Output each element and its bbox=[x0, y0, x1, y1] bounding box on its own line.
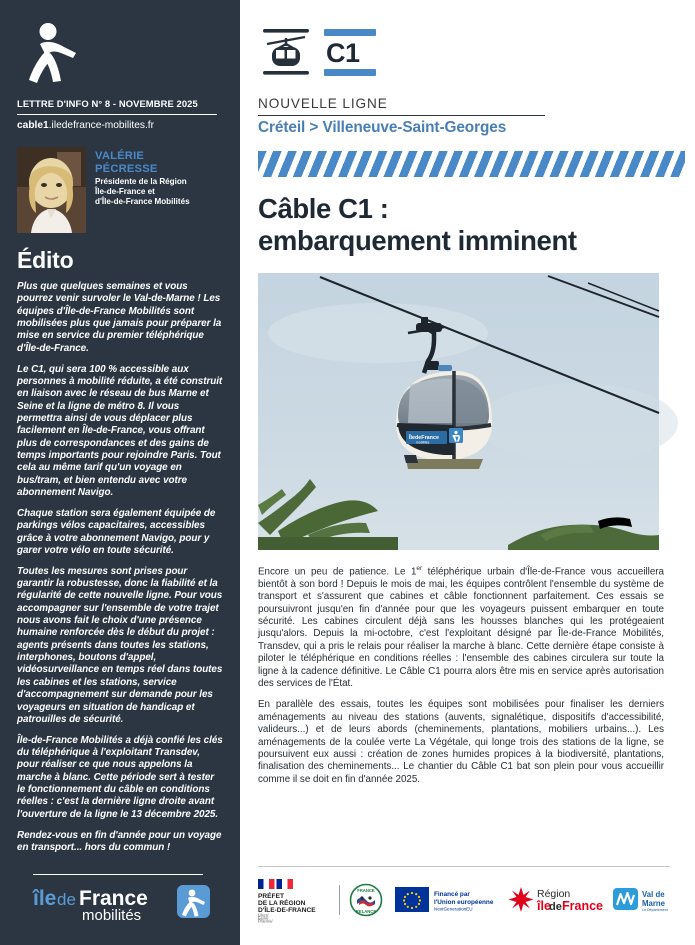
svg-text:mobilités: mobilités bbox=[82, 907, 142, 924]
divider bbox=[258, 115, 545, 116]
route-label: Créteil > Villeneuve-Saint-Georges bbox=[258, 119, 507, 136]
issue-label: LETTRE D'INFO N° 8 - NOVEMBRE 2025 bbox=[17, 98, 198, 109]
line-badge bbox=[258, 24, 685, 80]
svg-text:Fraternité: Fraternité bbox=[258, 919, 273, 924]
headline-line-1: Câble C1 : bbox=[258, 193, 389, 224]
ile-de-France-mobilites-logo bbox=[33, 885, 223, 923]
svg-text:l'Union européenne: l'Union européenne bbox=[434, 899, 494, 906]
france-relance-logo bbox=[349, 883, 383, 917]
article-paragraph: En parallèle des essais, toutes les équipes sont mobilisées pour finaliser les derniers aménagements au niveau des stations (auvents, signalétique, dispositifs d'accessibilité, valideurs...) et de leurs abords (cheminements, plantations, mobiliers urbains...). Les aménagements de la coulée verte La Végétale, qui longe trois des stations de la ligne, se poursuivent eux aussi : création de zones humides propices à la biodiversité, plantations, finalisation des cheminements... Le chantier du Câble C1 bat son plein pour vous accueillir comme il se doit en fin d'année 2025. bbox=[258, 699, 664, 785]
svg-text:de: de bbox=[549, 901, 562, 913]
svg-text:PRÉFET: PRÉFET bbox=[258, 893, 285, 900]
edito-body bbox=[17, 281, 223, 854]
avatar bbox=[17, 147, 86, 233]
ordinal-suffix: er bbox=[416, 565, 423, 572]
edito-paragraph: Chaque station sera également équipée de parkings vélos capacitaires, accessibles grâce à votre abonnement Navigo, pour y garer votre vélo en toute sécurité. bbox=[17, 507, 216, 556]
website-rest: .iledefrance-mobilites.fr bbox=[48, 120, 155, 131]
cable-car-gondola-photo bbox=[258, 273, 659, 550]
val-de-marne-logo bbox=[613, 884, 685, 916]
svg-text:DE LA RÉGION: DE LA RÉGION bbox=[258, 900, 306, 907]
edito-paragraph: Île-de-France Mobilités a déjà confié les clés du téléphérique à l'exploitant Transdev, pour réaliser ce que nous appelons la marche à blanc. Cette période sert à tester le fonctionnement du câble en conditions réelles : c'est la dernière ligne droite avant l'ouverture de la ligne le 13 décembre 2025. bbox=[17, 734, 223, 820]
svg-text:Financé par: Financé par bbox=[434, 891, 470, 898]
edito-paragraph: Le C1, qui sera 100 % accessible aux personnes à mobilité réduite, a été construit en liaison avec le réseau de bus Marne et Seine et la ligne de métro 8. Il vous permettra ainsi de vous déplacer plus facilement en Île-de-France, vous offrant plus de correspondances et des gains de temps importants pour rejoindre Paris. Tout cela au même tarif qu'un voyage en bus/tram, et bien entendu avec votre abonnement Navigo. bbox=[17, 363, 223, 498]
article-paragraph bbox=[258, 563, 664, 690]
svg-text:FRANCE: FRANCE bbox=[357, 888, 375, 893]
article-body bbox=[258, 563, 685, 786]
kicker-label: NOUVELLE LIGNE bbox=[258, 96, 388, 111]
runner-badge-icon bbox=[177, 885, 210, 923]
prefet-ile-de-france-logo bbox=[258, 879, 330, 924]
website-url[interactable] bbox=[17, 120, 223, 131]
edito-heading: Édito bbox=[17, 247, 74, 273]
partner-logos-footer bbox=[258, 866, 685, 924]
svg-text:France: France bbox=[562, 899, 604, 913]
svg-text:NextGenerationEU: NextGenerationEU bbox=[434, 906, 473, 912]
author-role-line-3: d'Île-de-France Mobilités bbox=[95, 197, 190, 207]
european-union-funding-logo bbox=[395, 883, 493, 917]
svg-text:île: île bbox=[537, 899, 551, 913]
author-block bbox=[17, 147, 223, 233]
author-last-name: PÉCRESSE bbox=[95, 162, 158, 175]
edito-paragraph: Plus que quelques semaines et vous pourrez venir survoler le Val-de-Marne ! Les équipes d'Île-de-France Mobilités sont mobilisées plus que jamais pour préparer la mise en service du premier téléphérique d'Île-de-France. bbox=[17, 281, 222, 354]
line-bar-bottom bbox=[324, 69, 376, 76]
author-role-line-2: Île-de-France et bbox=[95, 187, 155, 197]
paragraph-1-part-a: Encore un peu de patience. Le 1 bbox=[258, 566, 417, 578]
svg-text:Région: Région bbox=[537, 888, 571, 900]
svg-text:de: de bbox=[57, 890, 76, 909]
sidebar-footer bbox=[17, 874, 223, 923]
svg-text:ÎledeFrance: ÎledeFrance bbox=[409, 435, 439, 441]
svg-text:D'ÎLE-DE-FRANCE: D'ÎLE-DE-FRANCE bbox=[258, 907, 316, 914]
line-code-label: C1 bbox=[326, 37, 360, 68]
svg-text:Égalité: Égalité bbox=[258, 916, 269, 921]
svg-text:Val de: Val de bbox=[642, 890, 665, 899]
paragraph-1-part-b: téléphérique urbain d'Île-de-France vous accueillera bientôt à son bord ! Depuis le mois de mai, les équipes contrôlent l'ensemble du système de transport et s'assurent que cabines et câble fonctionnent parfaitement. Ces essais se poursuivront jusqu'en fin d'année pour que les voyageurs puissent embarquer en toute sécurité. Les cabines circulent déjà sans les housses blanches qui les protégeaient jusqu'alors. Depuis la mi-octobre, c'est l'exploitant désigné par Île-de-France Mobilités, Transdev, qui a pris le relais pour réaliser la marche à blanc. Cette dernière étape consiste à piloter le téléphérique en conditions réelles : l'ensemble des cabines circulera sur toute la ligne à la cadence définitive. Le Câble C1 pourra alors être mis en service après autorisation des services de l'État. bbox=[258, 566, 664, 689]
website-bold: cable1 bbox=[17, 120, 49, 131]
divider bbox=[33, 874, 203, 875]
region-ile-de-france-logo bbox=[507, 883, 604, 917]
edito-paragraph: Toutes les mesures sont prises pour garantir la robustesse, donc la fiabilité et la régularité de cette nouvelle ligne. Pour vous accompagner sur l'ensemble de votre trajet nous avons fait le choix d'une présence humaine renforcée dès le début du projet : agents présents dans toutes les stations, interphones, boutons d'appel, vidéosurveillance en temps réel dans toutes les cabines et les stations, service d'accompagnement sur demande pour les voyageurs en situation de handicap et patrouilles de sécurité. bbox=[17, 565, 223, 725]
svg-text:Marne: Marne bbox=[642, 899, 665, 908]
author-first-name: VALÉRIE bbox=[95, 150, 145, 162]
cable-car-icon bbox=[258, 24, 314, 80]
divider bbox=[339, 885, 340, 915]
divider bbox=[17, 114, 217, 115]
line-code-block bbox=[324, 29, 376, 76]
svg-text:RELANCE: RELANCE bbox=[355, 909, 376, 914]
logo-strip bbox=[258, 879, 685, 924]
headline-line-2: embarquement imminent bbox=[258, 225, 577, 256]
main-content bbox=[240, 0, 695, 945]
svg-text:Le Département: Le Département bbox=[642, 908, 668, 912]
line-bar-top bbox=[324, 29, 376, 36]
edito-paragraph: Rendez-vous en fin d'année pour un voyage en transport... hors du commun ! bbox=[17, 829, 222, 853]
divider bbox=[258, 866, 670, 867]
author-role-line-1: Présidente de la Région bbox=[95, 177, 187, 186]
sidebar bbox=[0, 0, 240, 945]
page-title bbox=[258, 193, 685, 257]
svg-text:mobilités: mobilités bbox=[416, 440, 430, 445]
svg-text:Liberté: Liberté bbox=[258, 913, 269, 918]
decorative-stripes bbox=[258, 151, 685, 177]
svg-text:France: France bbox=[79, 887, 148, 910]
svg-text:île: île bbox=[33, 887, 57, 910]
ile-de-france-mobilites-runner-icon bbox=[26, 22, 80, 84]
